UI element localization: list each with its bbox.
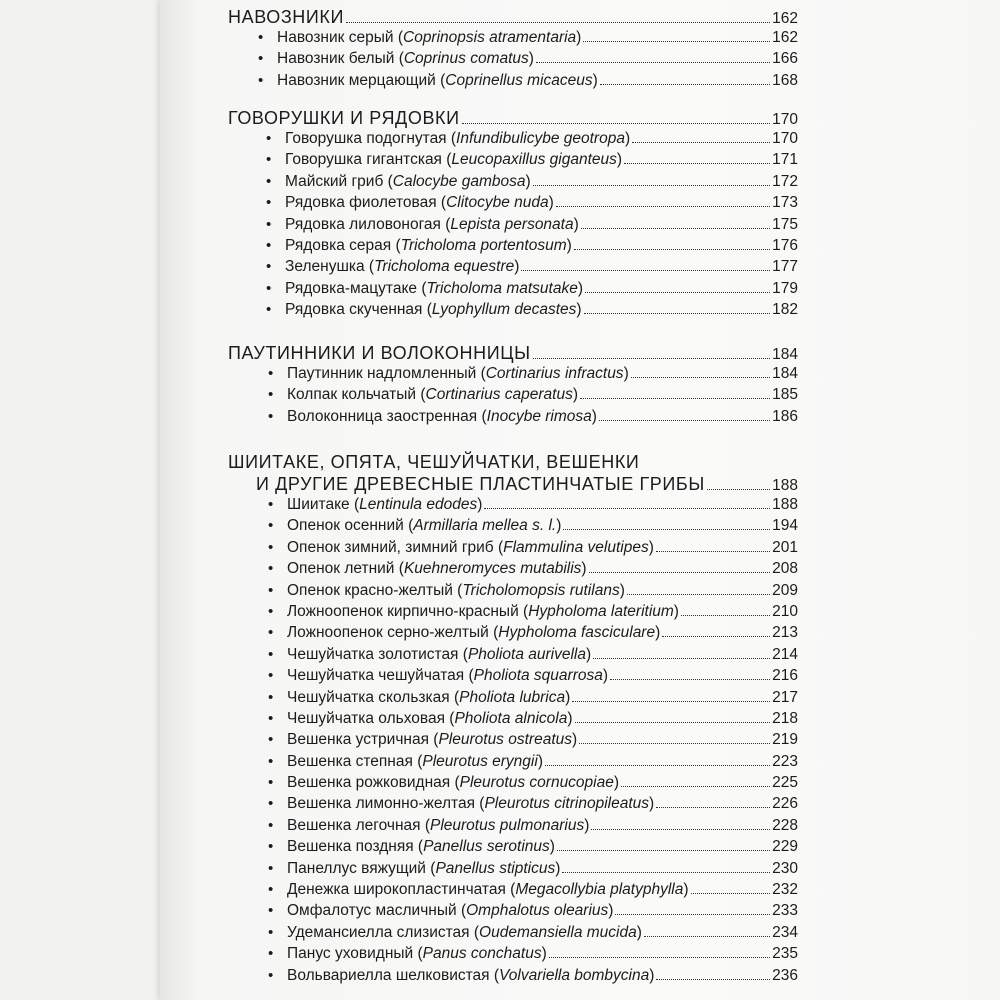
bullet-icon: • [268, 752, 274, 770]
bullet-icon: • [268, 602, 274, 620]
leader-dots [624, 163, 770, 164]
item-latin: Infundibulicybe geotropa [456, 130, 625, 147]
item-page: 186 [772, 407, 798, 425]
item-name: Денежка широкопластинчатая [287, 881, 506, 899]
section-page: 162 [772, 10, 798, 27]
item-name: Вешенка устричная [287, 731, 429, 749]
item-name: Шиитаке [287, 496, 350, 513]
bullet-icon: • [268, 816, 274, 834]
item-page: 226 [772, 795, 798, 813]
leader-dots [627, 594, 770, 595]
bullet-icon: • [268, 774, 274, 792]
list-item: • Панус уховидный ( Panus conchatus ) 235 [268, 945, 798, 963]
list-item: • Вешенка устричная ( Pleurotus ostreatus ) 219 [268, 731, 798, 749]
section-page: 188 [772, 477, 798, 494]
item-latin: Calocybe gambosa [392, 172, 526, 190]
leader-dots [346, 22, 770, 23]
item-page: 184 [772, 365, 798, 382]
bullet-icon: • [268, 881, 274, 899]
item-latin: Megacollybia platyphylla [515, 881, 684, 899]
bullet-icon: • [266, 258, 272, 276]
item-page: 208 [772, 560, 798, 578]
item-name: Вешенка рожковидная [287, 774, 451, 792]
bullet-icon: • [268, 667, 274, 685]
item-page: 235 [772, 945, 798, 963]
list-item: • Опенок красно-желтый ( Tricholomopsis rutilans ) 209 [268, 581, 798, 599]
item-page: 219 [772, 731, 798, 749]
section-heading [228, 343, 798, 365]
item-name: Навозник серый [277, 29, 394, 46]
section-title: ГОВОРУШКИ И РЯДОВКИ [228, 108, 460, 128]
item-name: Чешуйчатка чешуйчатая [287, 667, 465, 685]
item-page: 171 [772, 151, 798, 169]
bullet-icon: • [266, 236, 272, 254]
item-name: Волоконница заостренная [287, 407, 478, 425]
item-name: Вешенка поздняя [287, 838, 414, 856]
bullet-icon: • [266, 215, 272, 233]
leader-dots [572, 701, 770, 702]
list-item: • Чешуйчатка золотистая ( Pholiota aurivella ) 214 [268, 645, 798, 663]
bullet-icon: • [268, 923, 274, 941]
leader-dots [621, 786, 770, 787]
item-latin: Coprinellus micaceus [445, 71, 593, 89]
section-title-line1: ШИИТАКЕ, ОПЯТА, ЧЕШУЙЧАТКИ, ВЕШЕНКИ [228, 452, 640, 472]
item-latin: Pholiota aurivella [467, 645, 586, 663]
leader-dots [583, 41, 770, 42]
list-item: • Вольвариелла шелковистая ( Volvariella bombycina ) 236 [268, 966, 798, 984]
item-name: Вешенка степная [287, 752, 413, 770]
item-latin: Lentinula edodes [359, 496, 478, 513]
item-name: Говорушка гигантская [285, 151, 442, 169]
item-page: 175 [772, 215, 798, 233]
item-page: 218 [772, 709, 798, 727]
item-page: 210 [772, 602, 798, 620]
list-item: • Чешуйчатка ольховая ( Pholiota alnicola ) 218 [268, 709, 798, 727]
leader-dots [656, 551, 770, 552]
bullet-icon: • [268, 365, 274, 382]
bullet-icon: • [268, 966, 274, 984]
item-name: Рядовка скученная [285, 301, 423, 319]
item-name: Удемансиелла слизистая [287, 923, 470, 941]
list-item: • Навозник белый ( Coprinus comatus ) 166 [258, 50, 798, 68]
item-page: 232 [772, 881, 798, 899]
leader-dots [462, 123, 770, 124]
bullet-icon: • [258, 71, 264, 89]
item-page: 236 [772, 966, 798, 984]
section-title: НАВОЗНИКИ [228, 7, 345, 27]
bullet-icon: • [268, 581, 274, 599]
item-page: 214 [772, 645, 798, 663]
item-name: Рядовка-мацутаке [285, 279, 418, 297]
list-item: • Опенок зимний, зимний гриб ( Flammulina velutipes ) 201 [268, 538, 798, 556]
list-item: • Опенок летний ( Kuehneromyces mutabilis ) 208 [268, 560, 798, 578]
leader-dots [580, 398, 770, 399]
leader-dots [656, 979, 770, 980]
leader-dots [615, 914, 770, 915]
section-heading [228, 450, 798, 496]
leader-dots [593, 658, 770, 659]
leader-dots [691, 893, 771, 894]
bullet-icon: • [268, 538, 274, 556]
list-item: • Чешуйчатка чешуйчатая ( Pholiota squarrosa ) 216 [268, 667, 798, 685]
item-latin: Tricholoma portentosum [400, 236, 567, 254]
item-page: 216 [772, 667, 798, 685]
item-name: Рядовка фиолетовая [285, 194, 437, 212]
list-item: • Рядовка-мацутаке ( Tricholoma matsutake ) 179 [266, 279, 798, 297]
item-name: Навозник мерцающий [277, 71, 436, 89]
item-name: Говорушка подогнутая [285, 130, 447, 147]
bullet-icon: • [268, 407, 274, 425]
toc-section-dung [228, 7, 798, 93]
item-latin: Lyophyllum decastes [431, 301, 577, 319]
list-item: • Омфалотус масличный ( Omphalotus olearius ) 233 [268, 902, 798, 920]
section-items [228, 365, 798, 429]
leader-dots [574, 249, 770, 250]
item-name: Опенок летний [287, 560, 395, 578]
toc-section-tricholoma [228, 108, 798, 323]
list-item: • Денежка широкопластинчатая ( Megacollybia platyphylla ) 232 [268, 881, 798, 899]
leader-dots [545, 765, 770, 766]
leader-dots [681, 615, 770, 616]
list-item: • Вешенка степная ( Pleurotus eryngii ) 223 [268, 752, 798, 770]
item-page: 179 [772, 279, 798, 297]
list-item: • Говорушка подогнутая ( Infundibulicybe geotropa ) 170 [266, 130, 798, 147]
leader-dots [563, 529, 770, 530]
item-latin: Panus conchatus [422, 945, 542, 963]
item-latin: Coprinopsis atramentaria [403, 29, 577, 46]
section-items [228, 130, 798, 323]
bullet-icon: • [258, 50, 264, 68]
section-title: ПАУТИННИКИ И ВОЛОКОННИЦЫ [228, 343, 531, 363]
item-latin: Armillaria mellea s. l. [413, 517, 557, 535]
list-item: • Говорушка гигантская ( Leucopaxillus giganteus ) 171 [266, 151, 798, 169]
item-latin: Coprinus comatus [403, 50, 529, 68]
list-item: • Вешенка лимонно-желтая ( Pleurotus citrinopileatus ) 226 [268, 795, 798, 813]
item-page: 233 [772, 902, 798, 920]
list-item: • Зеленушка ( Tricholoma equestre ) 177 [266, 258, 798, 276]
item-latin: Hypholoma fasciculare [498, 624, 656, 642]
list-item: • Ложноопенок кирпично-красный ( Hypholoma lateritium ) 210 [268, 602, 798, 620]
section-page: 184 [772, 346, 798, 363]
leader-dots [599, 420, 770, 421]
leader-dots [581, 228, 770, 229]
item-page: 217 [772, 688, 798, 706]
item-name: Вешенка лимонно-желтая [287, 795, 475, 813]
list-item: • Волоконница заостренная ( Inocybe rimosa ) 186 [268, 407, 798, 425]
item-name: Паутинник надломленный [287, 365, 477, 382]
item-latin: Cortinarius caperatus [425, 386, 573, 404]
bullet-icon: • [268, 838, 274, 856]
leader-dots [662, 636, 770, 637]
list-item: • Навозник мерцающий ( Coprinellus micaceus ) 168 [258, 71, 798, 89]
item-page: 225 [772, 774, 798, 792]
toc-section-wood-gilled [228, 450, 798, 988]
item-latin: Pleurotus ostreatus [438, 731, 572, 749]
list-item: • Рядовка скученная ( Lyophyllum decastes ) 182 [266, 301, 798, 319]
bullet-icon: • [268, 795, 274, 813]
section-heading [228, 108, 798, 130]
bullet-icon: • [268, 731, 274, 749]
item-latin: Clitocybe nuda [446, 194, 549, 212]
item-page: 176 [772, 236, 798, 254]
leader-dots [656, 807, 770, 808]
list-item: • Вешенка рожковидная ( Pleurotus cornucopiae ) 225 [268, 774, 798, 792]
item-latin: Cortinarius infractus [485, 365, 624, 382]
item-page: 172 [772, 172, 798, 190]
bullet-icon: • [266, 130, 272, 147]
item-name: Чешуйчатка ольховая [287, 709, 445, 727]
leader-dots [556, 206, 770, 207]
item-page: 168 [772, 71, 798, 89]
item-name: Навозник белый [277, 50, 395, 68]
section-items [228, 29, 798, 93]
list-item: • Паутинник надломленный ( Cortinarius infractus ) 184 [268, 365, 798, 382]
item-latin: Pholiota squarrosa [473, 667, 603, 685]
item-latin: Volvariella bombycina [499, 966, 650, 984]
leader-dots [536, 62, 770, 63]
item-page: 229 [772, 838, 798, 856]
item-name: Панеллус вяжущий [287, 859, 426, 877]
bullet-icon: • [268, 517, 274, 535]
bullet-icon: • [266, 194, 272, 212]
list-item: • Панеллус вяжущий ( Panellus stipticus ) 230 [268, 859, 798, 877]
leader-dots [610, 679, 770, 680]
bullet-icon: • [268, 688, 274, 706]
list-item: • Удемансиелла слизистая ( Oudemansiella mucida ) 234 [268, 923, 798, 941]
leader-dots [533, 358, 770, 359]
list-item: • Шиитаке ( Lentinula edodes ) 188 [268, 496, 798, 513]
bullet-icon: • [268, 709, 274, 727]
leader-dots [631, 377, 770, 378]
bullet-icon: • [268, 945, 274, 963]
leader-dots [562, 872, 770, 873]
list-item: • Колпак кольчатый ( Cortinarius caperatus ) 185 [268, 386, 798, 404]
list-item: • Вешенка поздняя ( Panellus serotinus ) 229 [268, 838, 798, 856]
leader-dots [632, 142, 770, 143]
bullet-icon: • [258, 29, 264, 46]
item-page: 173 [772, 194, 798, 212]
item-latin: Hypholoma lateritium [528, 602, 674, 620]
item-name: Майский гриб [285, 172, 384, 190]
bullet-icon: • [268, 645, 274, 663]
item-latin: Kuehneromyces mutabilis [403, 560, 582, 578]
section-heading [228, 7, 798, 29]
item-page: 209 [772, 581, 798, 599]
item-name: Панус уховидный [287, 945, 414, 963]
leader-dots [600, 84, 770, 85]
item-page: 201 [772, 538, 798, 556]
item-page: 177 [772, 258, 798, 276]
item-page: 194 [772, 517, 798, 535]
bullet-icon: • [268, 386, 274, 404]
item-name: Вешенка легочная [287, 816, 421, 834]
section-title-line2: И ДРУГИЕ ДРЕВЕСНЫЕ ПЛАСТИНЧАТЫЕ ГРИБЫ [256, 474, 705, 494]
item-latin: Pleurotus citrinopileatus [484, 795, 649, 813]
item-name: Омфалотус масличный [287, 902, 457, 920]
leader-dots [579, 743, 770, 744]
section-title-line2-row [228, 474, 798, 496]
bullet-icon: • [268, 902, 274, 920]
list-item: • Чешуйчатка скользкая ( Pholiota lubrica ) 217 [268, 688, 798, 706]
section-page: 170 [772, 111, 798, 128]
leader-dots [707, 489, 770, 490]
list-item: • Рядовка лиловоногая ( Lepista personata ) 175 [266, 215, 798, 233]
item-name: Ложноопенок серно-желтый [287, 624, 489, 642]
item-name: Опенок осенний [287, 517, 404, 535]
item-name: Зеленушка [285, 258, 365, 276]
leader-dots [575, 722, 771, 723]
item-latin: Tricholoma equestre [374, 258, 515, 276]
list-item: • Вешенка легочная ( Pleurotus pulmonarius ) 228 [268, 816, 798, 834]
bullet-icon: • [268, 496, 274, 513]
item-name: Вольвариелла шелковистая [287, 966, 490, 984]
list-item: • Майский гриб ( Calocybe gambosa ) 172 [266, 172, 798, 190]
item-latin: Pleurotus eryngii [422, 752, 538, 770]
list-item: • Рядовка серая ( Tricholoma portentosum ) 176 [266, 236, 798, 254]
item-latin: Pholiota lubrica [459, 688, 566, 706]
item-latin: Tricholomopsis rutilans [462, 581, 620, 599]
item-page: 223 [772, 752, 798, 770]
list-item: • Рядовка фиолетовая ( Clitocybe nuda ) 173 [266, 194, 798, 212]
item-name: Опенок красно-желтый [287, 581, 453, 599]
leader-dots [549, 957, 770, 958]
item-latin: Oudemansiella mucida [479, 923, 637, 941]
bullet-icon: • [268, 560, 274, 578]
leader-dots [584, 313, 771, 314]
bullet-icon: • [266, 172, 272, 190]
item-name: Чешуйчатка скользкая [287, 688, 450, 706]
item-page: 230 [772, 859, 798, 877]
item-latin: Pholiota alnicola [454, 709, 568, 727]
item-latin: Flammulina velutipes [503, 538, 649, 556]
bullet-icon: • [268, 859, 274, 877]
bullet-icon: • [268, 624, 274, 642]
leader-dots [533, 185, 770, 186]
list-item: • Ложноопенок серно-желтый ( Hypholoma fasciculare ) 213 [268, 624, 798, 642]
item-latin: Tricholoma matsutake [426, 279, 578, 297]
item-page: 182 [772, 301, 798, 319]
leader-dots [585, 292, 770, 293]
item-latin: Pleurotus pulmonarius [430, 816, 585, 834]
item-latin: Inocybe rimosa [486, 407, 592, 425]
item-page: 188 [772, 496, 798, 513]
item-page: 166 [772, 50, 798, 68]
section-items [228, 496, 798, 988]
item-page: 170 [772, 130, 798, 147]
list-item: • Навозник серый ( Coprinopsis atramentaria ) 162 [258, 29, 798, 46]
leader-dots [644, 936, 770, 937]
item-page: 185 [772, 386, 798, 404]
leader-dots [557, 850, 770, 851]
item-name: Чешуйчатка золотистая [287, 645, 459, 663]
item-name: Колпак кольчатый [287, 386, 417, 404]
item-latin: Lepista personata [450, 215, 574, 233]
item-page: 234 [772, 923, 798, 941]
leader-dots [484, 508, 770, 509]
item-latin: Leucopaxillus giganteus [451, 151, 617, 169]
leader-dots [591, 829, 770, 830]
bullet-icon: • [266, 301, 272, 319]
item-latin: Omphalotus olearius [466, 902, 609, 920]
item-name: Ложноопенок кирпично-красный [287, 602, 519, 620]
list-item: • Опенок осенний ( Armillaria mellea s. l. ) 194 [268, 517, 798, 535]
item-name: Рядовка серая [285, 236, 392, 254]
item-page: 162 [772, 29, 798, 46]
item-latin: Pleurotus cornucopiae [459, 774, 614, 792]
leader-dots [589, 572, 771, 573]
bullet-icon: • [266, 279, 272, 297]
item-page: 228 [772, 816, 798, 834]
bullet-icon: • [266, 151, 272, 169]
item-latin: Panellus stipticus [435, 859, 556, 877]
item-page: 213 [772, 624, 798, 642]
item-latin: Panellus serotinus [423, 838, 550, 856]
item-name: Рядовка лиловоногая [285, 215, 441, 233]
toc-section-cortinarius [228, 343, 798, 429]
item-name: Опенок зимний, зимний гриб [287, 538, 494, 556]
leader-dots [521, 270, 770, 271]
